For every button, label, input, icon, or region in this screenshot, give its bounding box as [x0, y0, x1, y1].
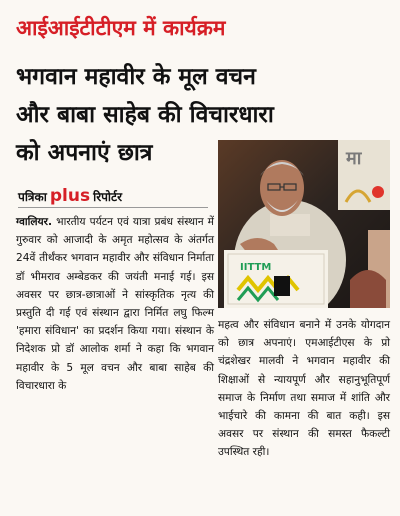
banner-text: मा — [346, 148, 362, 169]
article-column-1 — [16, 213, 214, 395]
kicker-heading: आईआईटीटीएम में कार्यक्रम — [16, 16, 226, 40]
byline-plus-logo: plus — [49, 186, 91, 206]
byline-publication: पत्रिका — [18, 190, 47, 204]
byline — [18, 186, 122, 206]
podium-logo-text: IITTM — [240, 262, 272, 273]
speaker-photo — [218, 140, 390, 308]
photo-illustration — [218, 140, 390, 308]
dateline-city: ग्वालियर. — [16, 216, 53, 228]
article-column-2 — [218, 316, 390, 462]
article-body-1: भारतीय पर्यटन एवं यात्रा प्रबंध संस्थान में गुरुवार को आजादी के अमृत महोत्सव के अंतर्गत 24वें तीर्थंकर भगवान महावीर और संविधान निर्माता डॉ भीमराव अम्बेडकर की जयंती मनाई गई। इस अवसर पर छात्र-छात्राओं ने सांस्कृतिक नृत्य की प्रस्तुति दी गई एवं संस्थान द्वारा निर्मित लघु फिल्म 'हमारा संविधान' का प्रदर्शन किया गया। संस्थान के निदेशक प्रो डॉ आलोक शर्मा ने कहा कि भगवान महावीर के 5 मूल वचन और बाबा साहेब की विचारधारा के — [16, 216, 214, 392]
byline-divider — [18, 207, 208, 208]
article-body-2: महत्व और संविधान बनाने में उनके योगदान को छात्र अपनाएं। एमआईटीएस के प्रो चंद्रशेखर मालवी ने भगवान महावीर की शिक्षाओं से न्यायपूर्ण और सहानुभूतिपूर्ण समाज के निर्माण तथा समाज में शांति और भाईचारे की कामना की बात कही। इस अवसर पर संस्थान की समस्त फैकल्टी उपस्थित रही। — [218, 319, 390, 459]
headline-line-2: और बाबा साहेब की विचारधारा — [16, 102, 274, 128]
headline-line-3: को अपनाएं छात्र — [16, 140, 153, 166]
byline-role: रिपोर्टर — [93, 190, 122, 204]
headline-line-1: भगवान महावीर के मूल वचन — [16, 64, 256, 90]
